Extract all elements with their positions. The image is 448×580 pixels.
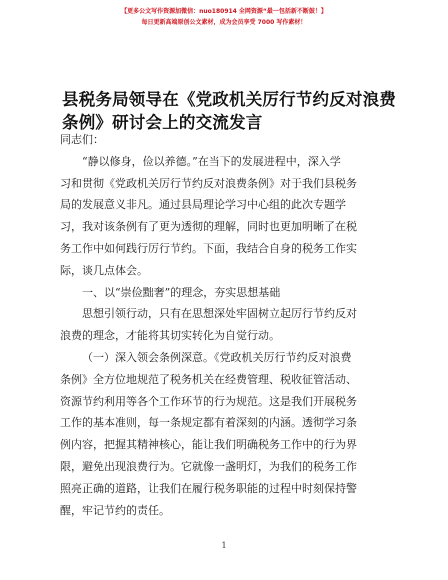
document-title	[62, 88, 398, 134]
body-line: 局的发展意义非凡。通过县局理论学习中心组的此次专题学	[60, 198, 346, 212]
promo-banner	[40, 6, 408, 28]
body-line: 习和贯彻《党政机关厉行节约反对浪费条例》对于我们县税务	[60, 176, 357, 190]
section-heading: 一、以“崇俭黜奢”的理念，夯实思想基础	[82, 285, 281, 299]
page-number: 1	[221, 541, 227, 550]
body-line: 浪费的理念，才能将其切实转化为自觉行动。	[60, 329, 280, 343]
body-line: 资源节约利用等各个工作环节的行为规范。这是我们开展税务	[60, 394, 357, 408]
document-body	[60, 129, 395, 521]
title-line-1: 县税务局领导在《党政机关厉行节约反对浪费	[62, 90, 396, 109]
body-line: 思想引领行动，只有在思想深处牢固树立起厉行节约反对	[82, 307, 357, 321]
subsection-line: （一）深入领会条例深意。《党政机关厉行节约反对浪费	[82, 350, 352, 364]
title-line-2: 条例》研讨会上的交流发言	[62, 113, 263, 132]
body-line: “静以修身，俭以养德。”在当下的发展进程中，深入学	[82, 154, 341, 168]
body-line: 醒，牢记节约的责任。	[60, 503, 170, 517]
body-line: 际，谈几点体会。	[60, 263, 148, 277]
body-line: 照亮正确的道路，让我们在履行税务职能的过程中时刻保持警	[60, 481, 357, 495]
body-line: 工作的基本准则，每一条规定都有着深刻的内涵。透彻学习条	[60, 416, 357, 430]
salutation: 同志们：	[60, 133, 104, 146]
body-line: 条例》全方位地规范了税务机关在经费管理、税收征管活动、	[60, 372, 357, 386]
body-line: 务工作中如何践行厉行节约。下面，我结合自身的税务工作实	[60, 241, 357, 255]
body-line: 限，避免出现浪费行为。它就像一盏明灯，为我们的税务工作	[60, 459, 357, 473]
promo-banner-line-2: 每日更新高端原创公文素材，成为会员享受 7000 写作素材！	[141, 19, 307, 26]
body-line: 习，我对该条例有了更为透彻的理解，同时也更加明晰了在税	[60, 220, 357, 234]
body-line: 例内容，把握其精神核心，能让我们明确税务工作中的行为界	[60, 438, 357, 452]
promo-banner-line-1: 【更多公文写作资源加微信：nuo180914 全网资源“最一包括新不断鼓！】	[121, 8, 327, 15]
